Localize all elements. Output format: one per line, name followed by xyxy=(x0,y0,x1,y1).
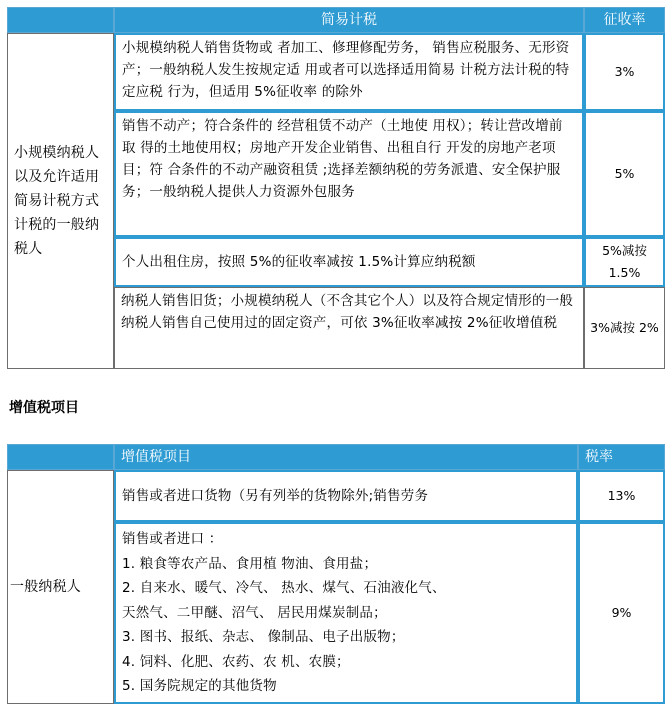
table1-group-label xyxy=(7,33,114,369)
table1-header-rate: 征收率 xyxy=(584,7,665,33)
table2-row2-intro: 销售或者进口 ： xyxy=(122,531,223,547)
table2-row1-desc xyxy=(114,470,578,522)
table1-header-title: 简易计税 xyxy=(114,7,584,33)
table2-row1-desc-text: 销售或者进口货物（另有列举的货物除外;销售劳务 xyxy=(122,488,429,504)
table1-row2-rate: 5% xyxy=(584,111,665,237)
table1-row1-rate: 3% xyxy=(584,33,665,111)
table1-row1-desc: 小规模纳税人销售货物或 者加工、修理修配劳务， 销售应税服务、无形资产；一般纳税人发生按规定适 用或者可以选择适用简易 计税方法计税的特定应税 行为，但适用 5%征收率 的除外 xyxy=(114,33,584,111)
table2-row2-item-1: 1. 粮食等农产品、食用植 物油、食用盐； xyxy=(122,555,378,572)
table2-row2-desc xyxy=(114,522,578,704)
table1-row4-rate: 3%减按 2% xyxy=(584,287,665,369)
table1-row3-desc xyxy=(114,237,584,287)
table2-header-blank xyxy=(7,444,114,470)
table1-row3-desc-text: 个人出租住房，按照 5%的征收率减按 1.5%计算应纳税额 xyxy=(122,254,476,270)
table2-header-rate: 税率 xyxy=(578,444,665,470)
table2-row2-item-2: 2. 自来水、暖气、冷气、 热水、煤气、石油液化气、 xyxy=(122,580,446,596)
table1-row3-rate: 5%减按 1.5% xyxy=(584,237,665,287)
table2-row2-item-5: 5. 国务院规定的其他货物 xyxy=(122,678,277,694)
table2-header-title: 增值税项目 xyxy=(114,444,578,470)
table2-row2-item-2-cont: 天然气、二甲醚、沼气、 居民用煤炭制品； xyxy=(122,604,387,621)
table2-row2-rate: 9% xyxy=(578,522,665,704)
table2-group-label-text: 一般纳税人 xyxy=(10,579,81,595)
table1-row2-desc: 销售不动产；符合条件的 经营租赁不动产（土地使 用权）；转让营改增前取 得的土地使用权；房地产开发企业销售、出租自行 开发的房地产老项目；符 合条件的不动产融资租赁 ;选择差额纳税的劳务派遣、安全保护服务；一般纳税人提供人力资源外包服务 xyxy=(114,111,584,237)
section-title: 增值税项目 xyxy=(9,400,79,416)
table1-header-blank xyxy=(7,7,114,33)
table2-row2-item-4: 4. 饲料、化肥、农药、农 机、农膜； xyxy=(122,653,350,670)
table1-group-label-text: 小规模纳税人以及允许适用简易计税方式计税的一般纳税人 xyxy=(14,145,100,257)
table1-row4-desc: 纳税人销售旧货；小规模纳税人（不含其它个人）以及符合规定情形的一般纳税人销售自己使用过的固定资产，可依 3%征收率减按 2%征收增值税 xyxy=(114,287,584,369)
table2-row1-rate: 13% xyxy=(578,470,665,522)
table2-row2-item-3: 3. 图书、报纸、杂志、 像制品、电子出版物； xyxy=(122,629,405,645)
table2-group-label xyxy=(7,470,114,704)
